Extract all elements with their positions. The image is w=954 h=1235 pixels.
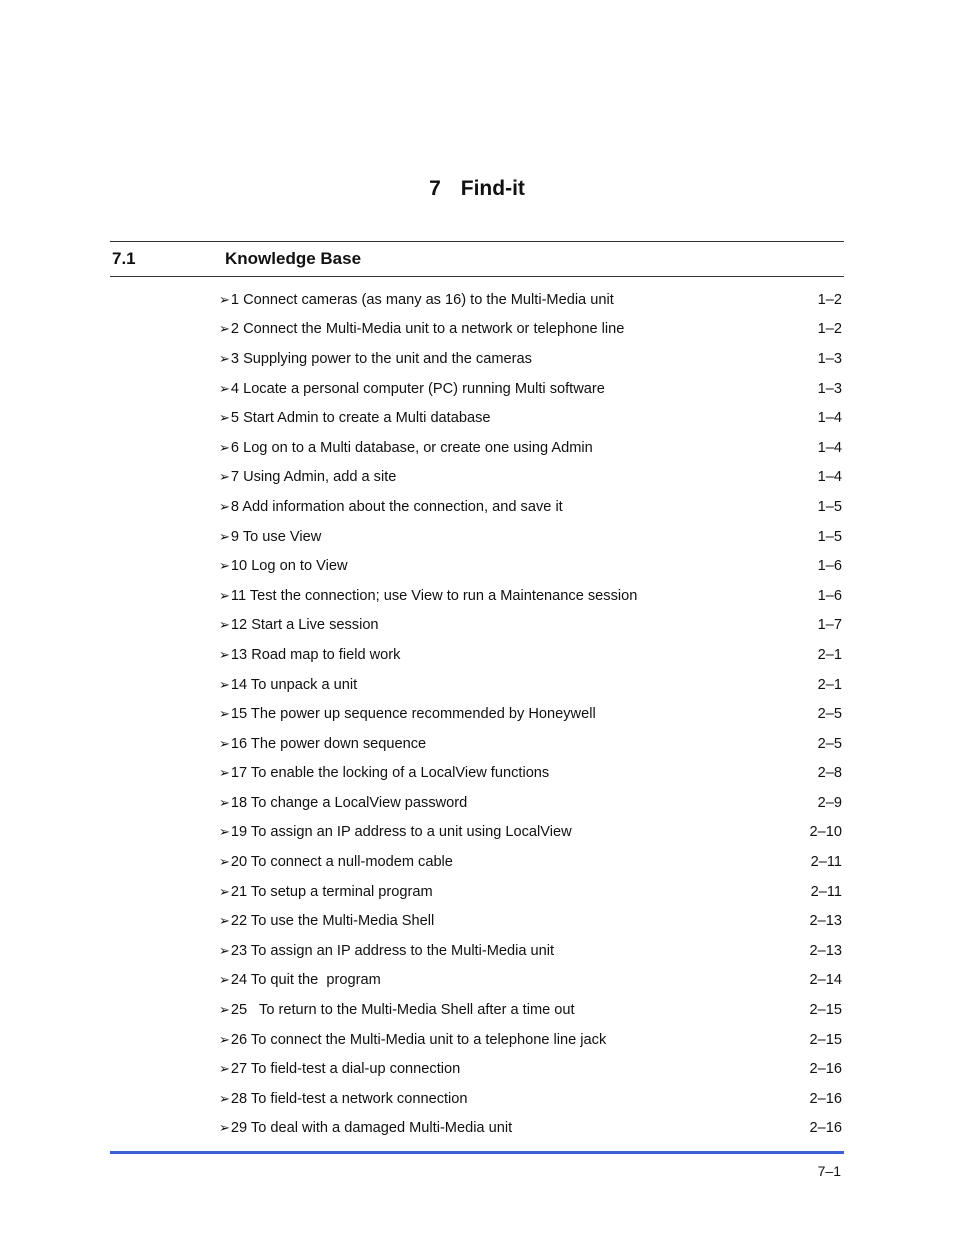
toc-entry-label: 8 Add information about the connection, and save it — [230, 498, 563, 515]
toc-entry[interactable] — [219, 1025, 842, 1055]
footer-rule — [110, 1151, 844, 1154]
toc-entry-title — [219, 1061, 460, 1077]
toc-entry-page: 1–5 — [817, 498, 842, 515]
toc-entry-title — [219, 1120, 512, 1136]
toc-entry-label: 10 Log on to View — [230, 558, 348, 575]
chapter-name: Find-it — [460, 177, 525, 200]
section-number: 7.1 — [112, 249, 136, 268]
toc-entry[interactable] — [219, 463, 842, 493]
toc-entry-title — [219, 913, 434, 929]
toc-entry-label: 3 Supplying power to the unit and the cameras — [230, 350, 532, 367]
toc-entry-title — [219, 529, 321, 545]
arrow-bullet-icon: ➢ — [219, 587, 230, 603]
toc-entry-label: 25 To return to the Multi-Media Shell after a time out — [230, 1002, 575, 1019]
section-top-rule — [110, 241, 844, 242]
toc-entry-page: 2–11 — [810, 883, 842, 900]
toc-entry-title — [219, 558, 347, 574]
toc-entry[interactable] — [219, 995, 842, 1025]
toc-entry-page: 1–2 — [817, 291, 842, 308]
toc-entry-label: 2 Connect the Multi-Media unit to a network or telephone line — [230, 321, 625, 338]
toc-entry[interactable] — [219, 374, 842, 404]
toc-entry-page: 2–16 — [809, 1090, 842, 1107]
toc-entry[interactable] — [219, 492, 842, 522]
toc-entry-page: 1–3 — [817, 350, 842, 367]
arrow-bullet-icon: ➢ — [219, 646, 230, 662]
arrow-bullet-icon: ➢ — [219, 854, 230, 870]
toc-entry-title — [219, 499, 563, 515]
arrow-bullet-icon: ➢ — [219, 558, 230, 574]
toc-entry-title — [219, 1032, 606, 1048]
arrow-bullet-icon: ➢ — [219, 765, 230, 781]
toc-entry[interactable] — [219, 670, 842, 700]
toc-entry-title — [219, 647, 400, 663]
toc-entry[interactable] — [219, 581, 842, 611]
toc-entry-page: 2–5 — [817, 706, 842, 723]
toc-entry-title — [219, 351, 532, 367]
toc-entry-page: 2–1 — [817, 676, 842, 693]
toc-entry[interactable] — [219, 729, 842, 759]
toc-entry-page: 2–13 — [809, 942, 842, 959]
toc-entry[interactable] — [219, 551, 842, 581]
toc-entry-page: 2–5 — [817, 735, 842, 752]
toc-entry[interactable] — [219, 403, 842, 433]
toc-entry[interactable] — [219, 640, 842, 670]
toc-entry-page: 1–4 — [817, 439, 842, 456]
toc-entry-title — [219, 617, 379, 633]
arrow-bullet-icon: ➢ — [219, 321, 230, 337]
section-bottom-rule — [110, 276, 844, 277]
knowledge-base-list — [219, 285, 842, 1143]
toc-entry-label: 1 Connect cameras (as many as 16) to the Multi-Media unit — [230, 291, 614, 308]
toc-entry[interactable] — [219, 906, 842, 936]
toc-entry-title — [219, 292, 614, 308]
toc-entry-title — [219, 321, 624, 337]
toc-entry[interactable] — [219, 818, 842, 848]
toc-entry-title — [219, 1091, 468, 1107]
arrow-bullet-icon: ➢ — [219, 528, 230, 544]
arrow-bullet-icon: ➢ — [219, 439, 230, 455]
arrow-bullet-icon: ➢ — [219, 794, 230, 810]
toc-entry-page: 1–3 — [817, 380, 842, 397]
toc-entry[interactable] — [219, 847, 842, 877]
toc-entry-label: 23 To assign an IP address to the Multi-Media unit — [230, 942, 555, 959]
arrow-bullet-icon: ➢ — [219, 380, 230, 396]
toc-entry-title — [219, 1002, 575, 1018]
toc-entry-label: 17 To enable the locking of a LocalView functions — [230, 765, 550, 782]
toc-entry-title — [219, 410, 491, 426]
toc-entry[interactable] — [219, 936, 842, 966]
toc-entry-page: 1–6 — [817, 587, 842, 604]
section-title: Knowledge Base — [225, 249, 362, 268]
toc-entry-title — [219, 765, 549, 781]
toc-entry[interactable] — [219, 1084, 842, 1114]
toc-entry[interactable] — [219, 759, 842, 789]
toc-entry-page: 1–5 — [817, 528, 842, 545]
toc-entry[interactable] — [219, 788, 842, 818]
toc-entry-label: 7 Using Admin, add a site — [230, 469, 397, 486]
arrow-bullet-icon: ➢ — [219, 706, 230, 722]
toc-entry-page: 2–16 — [809, 1120, 842, 1137]
arrow-bullet-icon: ➢ — [219, 1002, 230, 1018]
arrow-bullet-icon: ➢ — [219, 676, 230, 692]
toc-entry[interactable] — [219, 433, 842, 463]
toc-entry[interactable] — [219, 344, 842, 374]
arrow-bullet-icon: ➢ — [219, 410, 230, 426]
toc-entry[interactable] — [219, 1054, 842, 1084]
toc-entry-label: 22 To use the Multi-Media Shell — [230, 913, 435, 930]
toc-entry-page: 2–15 — [809, 1002, 842, 1019]
arrow-bullet-icon: ➢ — [219, 824, 230, 840]
page-number: 7–1 — [817, 1163, 841, 1179]
toc-entry-label: 11 Test the connection; use View to run a Maintenance session — [230, 587, 638, 604]
toc-entry-page: 2–13 — [809, 913, 842, 930]
toc-entry-title — [219, 824, 572, 840]
toc-entry[interactable] — [219, 522, 842, 552]
toc-entry-label: 12 Start a Live session — [230, 617, 379, 634]
toc-entry[interactable] — [219, 285, 842, 315]
toc-entry-page: 1–7 — [817, 617, 842, 634]
toc-entry-page: 2–1 — [817, 646, 842, 663]
toc-entry-label: 19 To assign an IP address to a unit using LocalView — [230, 824, 572, 841]
toc-entry-label: 18 To change a LocalView password — [230, 794, 468, 811]
arrow-bullet-icon: ➢ — [219, 350, 230, 366]
toc-entry-label: 29 To deal with a damaged Multi-Media unit — [230, 1120, 513, 1137]
toc-entry-page: 2–16 — [809, 1061, 842, 1078]
toc-entry-title — [219, 469, 396, 485]
toc-entry-page: 2–8 — [817, 765, 842, 782]
toc-entry-title — [219, 854, 453, 870]
arrow-bullet-icon: ➢ — [219, 735, 230, 751]
toc-entry-label: 13 Road map to field work — [230, 646, 401, 663]
chapter-title — [0, 175, 954, 203]
arrow-bullet-icon: ➢ — [219, 1120, 230, 1136]
toc-entry-title — [219, 381, 605, 397]
toc-entry-page: 2–11 — [810, 854, 842, 871]
toc-entry-label: 15 The power up sequence recommended by Honeywell — [230, 706, 596, 723]
toc-entry-title — [219, 736, 426, 752]
toc-entry-page: 1–2 — [817, 321, 842, 338]
toc-entry-label: 4 Locate a personal computer (PC) running Multi software — [230, 380, 605, 397]
toc-entry[interactable] — [219, 699, 842, 729]
toc-entry-page: 2–9 — [817, 794, 842, 811]
toc-entry-title — [219, 677, 357, 693]
toc-entry-title — [219, 884, 433, 900]
arrow-bullet-icon: ➢ — [219, 1061, 230, 1077]
arrow-bullet-icon: ➢ — [219, 498, 230, 514]
toc-entry-label: 14 To unpack a unit — [230, 676, 358, 693]
arrow-bullet-icon: ➢ — [219, 972, 230, 988]
toc-entry-label: 16 The power down sequence — [230, 735, 427, 752]
toc-entry-label: 9 To use View — [230, 528, 322, 545]
arrow-bullet-icon: ➢ — [219, 1031, 230, 1047]
toc-entry-label: 6 Log on to a Multi database, or create one using Admin — [230, 439, 593, 456]
chapter-number: 7 — [429, 177, 441, 200]
toc-entry-title — [219, 588, 637, 604]
toc-entry-label: 28 To field-test a network connection — [230, 1090, 468, 1107]
arrow-bullet-icon: ➢ — [219, 942, 230, 958]
toc-entry-title — [219, 943, 554, 959]
toc-entry-label: 20 To connect a null-modem cable — [230, 854, 453, 871]
toc-entry[interactable] — [219, 611, 842, 641]
toc-entry[interactable] — [219, 966, 842, 996]
toc-entry[interactable] — [219, 1114, 842, 1144]
toc-entry-title — [219, 972, 381, 988]
arrow-bullet-icon: ➢ — [219, 883, 230, 899]
toc-entry-label: 26 To connect the Multi-Media unit to a telephone line jack — [230, 1031, 607, 1048]
toc-entry-page: 1–6 — [817, 558, 842, 575]
toc-entry-page: 1–4 — [817, 410, 842, 427]
arrow-bullet-icon: ➢ — [219, 1090, 230, 1106]
toc-entry-label: 21 To setup a terminal program — [230, 883, 433, 900]
toc-entry-label: 24 To quit the program — [230, 972, 381, 989]
toc-entry-title — [219, 440, 593, 456]
toc-entry[interactable] — [219, 315, 842, 345]
arrow-bullet-icon: ➢ — [219, 913, 230, 929]
toc-entry-label: 27 To field-test a dial-up connection — [230, 1061, 461, 1078]
arrow-bullet-icon: ➢ — [219, 469, 230, 485]
arrow-bullet-icon: ➢ — [219, 617, 230, 633]
toc-entry-page: 2–15 — [809, 1031, 842, 1048]
toc-entry-title — [219, 795, 467, 811]
toc-entry-page: 1–4 — [817, 469, 842, 486]
arrow-bullet-icon: ➢ — [219, 291, 230, 307]
toc-entry-page: 2–10 — [809, 824, 842, 841]
toc-entry[interactable] — [219, 877, 842, 907]
toc-entry-title — [219, 706, 596, 722]
toc-entry-page: 2–14 — [809, 972, 842, 989]
toc-entry-label: 5 Start Admin to create a Multi database — [230, 410, 491, 427]
